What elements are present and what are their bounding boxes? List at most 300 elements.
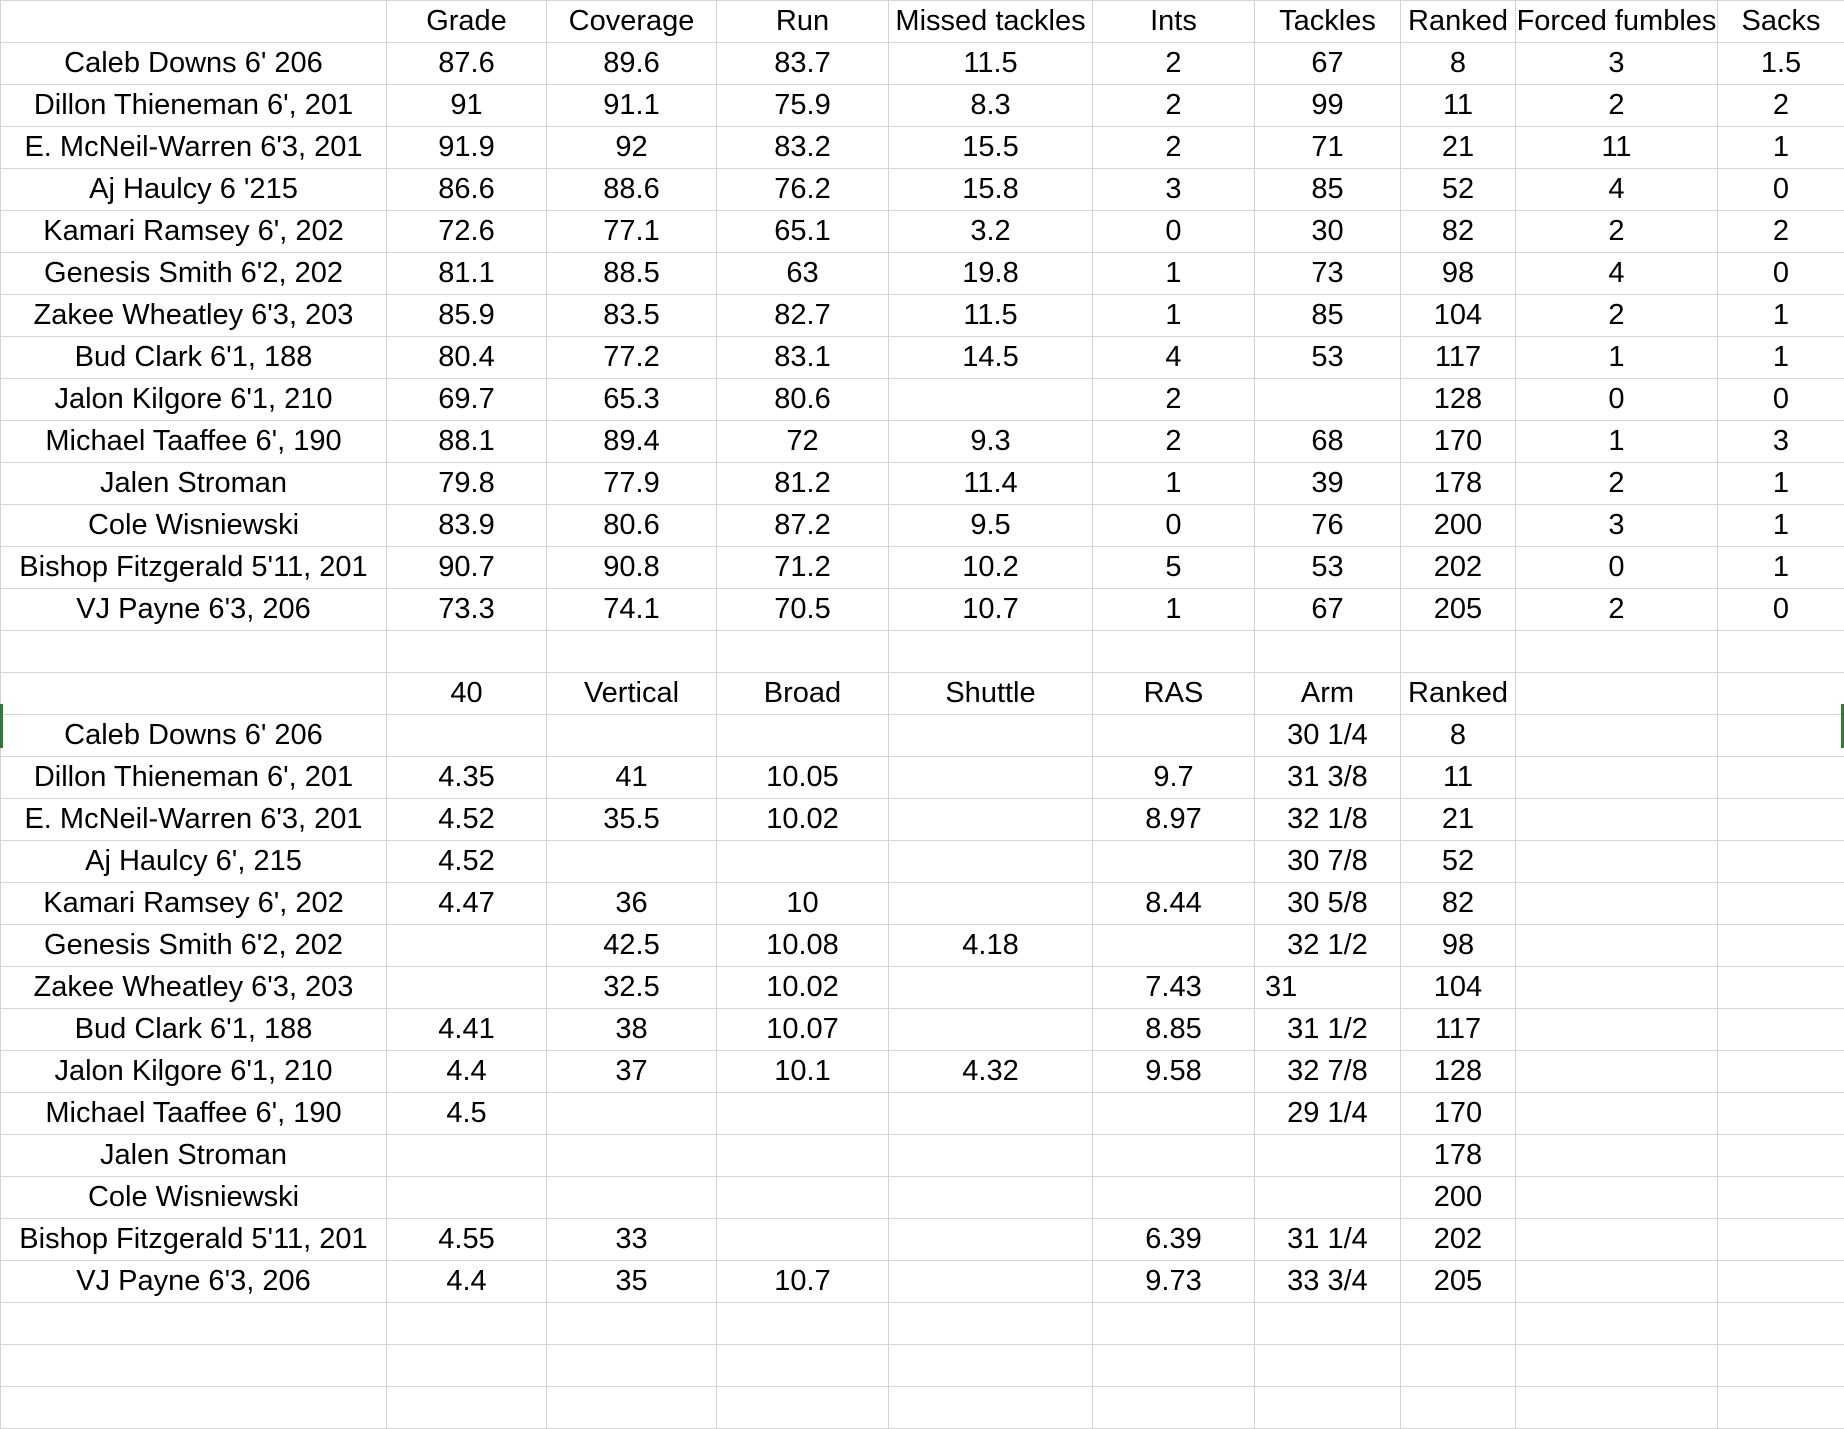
cell-c1[interactable]: 4.41	[387, 1009, 547, 1051]
cell-c6[interactable]: 71	[1255, 127, 1401, 169]
header-cell-c4[interactable]: Missed tackles	[889, 1, 1093, 43]
cell-c3[interactable]: 71.2	[717, 547, 889, 589]
cell-c4[interactable]	[889, 1261, 1093, 1303]
cell-c7[interactable]: 128	[1401, 1051, 1516, 1093]
cell-c5[interactable]	[1093, 1093, 1255, 1135]
cell-c9[interactable]: 1	[1718, 295, 1844, 337]
cell-player[interactable]: VJ Payne 6'3, 206	[1, 589, 387, 631]
cell-c6[interactable]: 85	[1255, 169, 1401, 211]
cell-player[interactable]	[1, 631, 387, 673]
cell-c5[interactable]: 6.39	[1093, 1219, 1255, 1261]
cell-c2[interactable]: 37	[547, 1051, 717, 1093]
cell-c9[interactable]	[1718, 1135, 1844, 1177]
cell-c7[interactable]: 205	[1401, 589, 1516, 631]
cell-c8[interactable]: 1	[1516, 421, 1718, 463]
cell-c5[interactable]: 5	[1093, 547, 1255, 589]
cell-c9[interactable]	[1718, 715, 1844, 757]
cell-c2[interactable]: 65.3	[547, 379, 717, 421]
cell-c4[interactable]	[889, 715, 1093, 757]
header-cell-player[interactable]	[1, 1, 387, 43]
cell-c9[interactable]	[1718, 841, 1844, 883]
cell-c8[interactable]	[1516, 1303, 1718, 1345]
cell-c3[interactable]	[717, 1135, 889, 1177]
cell-c4[interactable]	[889, 1093, 1093, 1135]
cell-c1[interactable]	[387, 715, 547, 757]
cell-c9[interactable]: 3	[1718, 421, 1844, 463]
cell-c2[interactable]: 33	[547, 1219, 717, 1261]
cell-c9[interactable]	[1718, 1093, 1844, 1135]
cell-c2[interactable]: 77.1	[547, 211, 717, 253]
cell-c3[interactable]: 83.7	[717, 43, 889, 85]
cell-c4[interactable]	[889, 841, 1093, 883]
cell-c1[interactable]: 72.6	[387, 211, 547, 253]
cell-c9[interactable]	[1718, 925, 1844, 967]
cell-player[interactable]: Jalen Stroman	[1, 463, 387, 505]
cell-c4[interactable]: 10.7	[889, 589, 1093, 631]
cell-c9[interactable]	[1718, 1177, 1844, 1219]
cell-c8[interactable]: 2	[1516, 211, 1718, 253]
cell-c7[interactable]	[1401, 631, 1516, 673]
cell-c7[interactable]: 21	[1401, 799, 1516, 841]
header-cell-c7[interactable]: Ranked	[1401, 673, 1516, 715]
cell-c5[interactable]: 0	[1093, 505, 1255, 547]
cell-c2[interactable]: 89.6	[547, 43, 717, 85]
cell-c2[interactable]: 32.5	[547, 967, 717, 1009]
cell-c9[interactable]	[1718, 1261, 1844, 1303]
cell-player[interactable]: Aj Haulcy 6 '215	[1, 169, 387, 211]
cell-c4[interactable]: 4.32	[889, 1051, 1093, 1093]
cell-c5[interactable]: 2	[1093, 379, 1255, 421]
cell-c8[interactable]: 2	[1516, 85, 1718, 127]
cell-c9[interactable]: 1	[1718, 337, 1844, 379]
cell-player[interactable]	[1, 1387, 387, 1429]
cell-c3[interactable]	[717, 841, 889, 883]
cell-c2[interactable]	[547, 715, 717, 757]
cell-c4[interactable]: 11.5	[889, 295, 1093, 337]
cell-c8[interactable]	[1516, 1177, 1718, 1219]
cell-c8[interactable]: 0	[1516, 547, 1718, 589]
cell-c2[interactable]	[547, 1135, 717, 1177]
cell-c4[interactable]	[889, 1009, 1093, 1051]
cell-c7[interactable]	[1401, 1387, 1516, 1429]
cell-c8[interactable]: 4	[1516, 253, 1718, 295]
cell-c6[interactable]: 53	[1255, 337, 1401, 379]
cell-c7[interactable]: 128	[1401, 379, 1516, 421]
cell-c2[interactable]: 42.5	[547, 925, 717, 967]
cell-c8[interactable]	[1516, 757, 1718, 799]
cell-c1[interactable]: 80.4	[387, 337, 547, 379]
cell-c6[interactable]: 99	[1255, 85, 1401, 127]
cell-c4[interactable]	[889, 967, 1093, 1009]
cell-c7[interactable]: 205	[1401, 1261, 1516, 1303]
cell-c3[interactable]: 87.2	[717, 505, 889, 547]
cell-c5[interactable]	[1093, 631, 1255, 673]
cell-c6[interactable]	[1255, 1135, 1401, 1177]
cell-player[interactable]: E. McNeil-Warren 6'3, 201	[1, 127, 387, 169]
cell-c6[interactable]: 33 3/4	[1255, 1261, 1401, 1303]
cell-c7[interactable]: 170	[1401, 1093, 1516, 1135]
cell-c3[interactable]: 70.5	[717, 589, 889, 631]
cell-player[interactable]: Jalon Kilgore 6'1, 210	[1, 1051, 387, 1093]
cell-c5[interactable]: 4	[1093, 337, 1255, 379]
cell-c5[interactable]: 2	[1093, 127, 1255, 169]
cell-c9[interactable]	[1718, 631, 1844, 673]
cell-c7[interactable]: 82	[1401, 883, 1516, 925]
cell-c1[interactable]: 4.4	[387, 1261, 547, 1303]
cell-c8[interactable]: 2	[1516, 463, 1718, 505]
cell-c6[interactable]: 30	[1255, 211, 1401, 253]
cell-c1[interactable]: 4.35	[387, 757, 547, 799]
cell-c6[interactable]: 31 1/2	[1255, 1009, 1401, 1051]
cell-c9[interactable]	[1718, 799, 1844, 841]
cell-c9[interactable]	[1718, 1051, 1844, 1093]
cell-c3[interactable]: 10.05	[717, 757, 889, 799]
header-cell-c3[interactable]: Run	[717, 1, 889, 43]
cell-c6[interactable]: 31 3/8	[1255, 757, 1401, 799]
cell-c3[interactable]: 10.02	[717, 967, 889, 1009]
cell-c5[interactable]: 0	[1093, 211, 1255, 253]
cell-player[interactable]: Caleb Downs 6' 206	[1, 715, 387, 757]
cell-c3[interactable]: 10	[717, 883, 889, 925]
cell-c7[interactable]: 11	[1401, 757, 1516, 799]
cell-player[interactable]: Bishop Fitzgerald 5'11, 201	[1, 547, 387, 589]
cell-c4[interactable]: 4.18	[889, 925, 1093, 967]
header-cell-c8[interactable]: Forced fumbles	[1516, 1, 1718, 43]
cell-c1[interactable]: 4.5	[387, 1093, 547, 1135]
cell-c4[interactable]	[889, 1303, 1093, 1345]
cell-c4[interactable]	[889, 1177, 1093, 1219]
cell-c4[interactable]	[889, 799, 1093, 841]
cell-c3[interactable]: 75.9	[717, 85, 889, 127]
cell-c2[interactable]: 88.6	[547, 169, 717, 211]
cell-c3[interactable]: 81.2	[717, 463, 889, 505]
cell-c4[interactable]	[889, 1135, 1093, 1177]
cell-c1[interactable]: 4.52	[387, 799, 547, 841]
cell-player[interactable]: Jalen Stroman	[1, 1135, 387, 1177]
cell-c3[interactable]: 10.02	[717, 799, 889, 841]
header-cell-c7[interactable]: Ranked	[1401, 1, 1516, 43]
cell-c8[interactable]: 0	[1516, 379, 1718, 421]
cell-c7[interactable]: 202	[1401, 1219, 1516, 1261]
header-cell-c9[interactable]	[1718, 673, 1844, 715]
header-cell-c1[interactable]: 40	[387, 673, 547, 715]
header-cell-c3[interactable]: Broad	[717, 673, 889, 715]
cell-c6[interactable]: 76	[1255, 505, 1401, 547]
cell-c5[interactable]: 8.85	[1093, 1009, 1255, 1051]
cell-c8[interactable]: 2	[1516, 589, 1718, 631]
cell-c1[interactable]: 81.1	[387, 253, 547, 295]
cell-c6[interactable]	[1255, 379, 1401, 421]
cell-c8[interactable]: 4	[1516, 169, 1718, 211]
cell-c6[interactable]	[1255, 1387, 1401, 1429]
cell-c4[interactable]	[889, 631, 1093, 673]
cell-c2[interactable]: 35	[547, 1261, 717, 1303]
cell-c5[interactable]	[1093, 1177, 1255, 1219]
cell-c9[interactable]: 0	[1718, 253, 1844, 295]
cell-c4[interactable]	[889, 1387, 1093, 1429]
cell-c1[interactable]: 90.7	[387, 547, 547, 589]
cell-player[interactable]: Genesis Smith 6'2, 202	[1, 253, 387, 295]
header-cell-c2[interactable]: Coverage	[547, 1, 717, 43]
cell-player[interactable]: Jalon Kilgore 6'1, 210	[1, 379, 387, 421]
cell-c5[interactable]: 1	[1093, 253, 1255, 295]
cell-c2[interactable]: 90.8	[547, 547, 717, 589]
cell-c6[interactable]: 32 1/8	[1255, 799, 1401, 841]
cell-c6[interactable]: 31 1/4	[1255, 1219, 1401, 1261]
cell-c5[interactable]: 3	[1093, 169, 1255, 211]
cell-c7[interactable]: 98	[1401, 253, 1516, 295]
cell-c3[interactable]	[717, 1303, 889, 1345]
cell-c3[interactable]	[717, 631, 889, 673]
cell-c7[interactable]	[1401, 1303, 1516, 1345]
header-cell-c6[interactable]: Tackles	[1255, 1, 1401, 43]
cell-player[interactable]: Aj Haulcy 6', 215	[1, 841, 387, 883]
cell-c3[interactable]: 10.08	[717, 925, 889, 967]
header-cell-c4[interactable]: Shuttle	[889, 673, 1093, 715]
cell-c8[interactable]: 2	[1516, 295, 1718, 337]
cell-c2[interactable]: 92	[547, 127, 717, 169]
cell-c5[interactable]: 2	[1093, 421, 1255, 463]
cell-c6[interactable]: 32 1/2	[1255, 925, 1401, 967]
cell-c5[interactable]	[1093, 1345, 1255, 1387]
cell-c8[interactable]: 1	[1516, 337, 1718, 379]
cell-c8[interactable]	[1516, 1345, 1718, 1387]
cell-c6[interactable]: 32 7/8	[1255, 1051, 1401, 1093]
cell-c6[interactable]: 67	[1255, 589, 1401, 631]
cell-c9[interactable]: 0	[1718, 169, 1844, 211]
cell-c4[interactable]: 3.2	[889, 211, 1093, 253]
cell-c3[interactable]: 72	[717, 421, 889, 463]
cell-c8[interactable]	[1516, 715, 1718, 757]
cell-c3[interactable]: 76.2	[717, 169, 889, 211]
cell-c1[interactable]	[387, 925, 547, 967]
cell-player[interactable]: Dillon Thieneman 6', 201	[1, 757, 387, 799]
cell-c6[interactable]: 30 1/4	[1255, 715, 1401, 757]
cell-c3[interactable]: 63	[717, 253, 889, 295]
cell-c9[interactable]	[1718, 757, 1844, 799]
cell-c3[interactable]: 83.2	[717, 127, 889, 169]
cell-c7[interactable]: 8	[1401, 43, 1516, 85]
cell-c2[interactable]: 77.2	[547, 337, 717, 379]
cell-c7[interactable]: 98	[1401, 925, 1516, 967]
cell-c3[interactable]: 82.7	[717, 295, 889, 337]
cell-c4[interactable]: 10.2	[889, 547, 1093, 589]
cell-c3[interactable]	[717, 1345, 889, 1387]
cell-c1[interactable]: 88.1	[387, 421, 547, 463]
cell-c5[interactable]: 9.58	[1093, 1051, 1255, 1093]
cell-c6[interactable]: 39	[1255, 463, 1401, 505]
header-cell-c9[interactable]: Sacks	[1718, 1, 1844, 43]
cell-c2[interactable]: 89.4	[547, 421, 717, 463]
cell-c9[interactable]	[1718, 1387, 1844, 1429]
cell-c1[interactable]: 87.6	[387, 43, 547, 85]
cell-c8[interactable]	[1516, 967, 1718, 1009]
cell-c3[interactable]	[717, 715, 889, 757]
cell-c9[interactable]: 1	[1718, 463, 1844, 505]
cell-c2[interactable]	[547, 1387, 717, 1429]
cell-c7[interactable]: 200	[1401, 505, 1516, 547]
cell-c7[interactable]: 8	[1401, 715, 1516, 757]
cell-c3[interactable]: 80.6	[717, 379, 889, 421]
cell-c3[interactable]	[717, 1093, 889, 1135]
cell-c9[interactable]: 1	[1718, 505, 1844, 547]
cell-c8[interactable]: 3	[1516, 505, 1718, 547]
cell-c1[interactable]: 79.8	[387, 463, 547, 505]
cell-c8[interactable]	[1516, 799, 1718, 841]
cell-c7[interactable]: 178	[1401, 463, 1516, 505]
cell-player[interactable]: Bishop Fitzgerald 5'11, 201	[1, 1219, 387, 1261]
cell-c8[interactable]	[1516, 1093, 1718, 1135]
cell-c6[interactable]	[1255, 631, 1401, 673]
cell-c5[interactable]: 1	[1093, 295, 1255, 337]
cell-c2[interactable]	[547, 1345, 717, 1387]
cell-c7[interactable]: 104	[1401, 967, 1516, 1009]
cell-c9[interactable]: 1	[1718, 547, 1844, 589]
cell-c7[interactable]: 52	[1401, 841, 1516, 883]
cell-c9[interactable]	[1718, 883, 1844, 925]
cell-c9[interactable]: 0	[1718, 379, 1844, 421]
cell-c2[interactable]	[547, 1303, 717, 1345]
cell-c7[interactable]: 170	[1401, 421, 1516, 463]
header-cell-c8[interactable]	[1516, 673, 1718, 715]
cell-c8[interactable]: 11	[1516, 127, 1718, 169]
cell-c1[interactable]: 86.6	[387, 169, 547, 211]
cell-c2[interactable]: 35.5	[547, 799, 717, 841]
cell-player[interactable]	[1, 1303, 387, 1345]
cell-c4[interactable]: 11.5	[889, 43, 1093, 85]
cell-player[interactable]: Caleb Downs 6' 206	[1, 43, 387, 85]
cell-c5[interactable]: 8.97	[1093, 799, 1255, 841]
cell-c5[interactable]: 7.43	[1093, 967, 1255, 1009]
cell-c1[interactable]: 73.3	[387, 589, 547, 631]
cell-player[interactable]: Cole Wisniewski	[1, 505, 387, 547]
cell-c8[interactable]	[1516, 1219, 1718, 1261]
cell-c9[interactable]: 1	[1718, 127, 1844, 169]
cell-c1[interactable]: 85.9	[387, 295, 547, 337]
cell-c6[interactable]: 29 1/4	[1255, 1093, 1401, 1135]
cell-c2[interactable]: 83.5	[547, 295, 717, 337]
cell-c1[interactable]: 4.55	[387, 1219, 547, 1261]
cell-c2[interactable]	[547, 1093, 717, 1135]
cell-c4[interactable]	[889, 757, 1093, 799]
cell-c9[interactable]: 1.5	[1718, 43, 1844, 85]
cell-c8[interactable]	[1516, 883, 1718, 925]
cell-c5[interactable]	[1093, 1303, 1255, 1345]
cell-c8[interactable]	[1516, 1009, 1718, 1051]
cell-c6[interactable]	[1255, 1345, 1401, 1387]
cell-c7[interactable]	[1401, 1345, 1516, 1387]
cell-c5[interactable]: 9.7	[1093, 757, 1255, 799]
cell-player[interactable]: Genesis Smith 6'2, 202	[1, 925, 387, 967]
cell-c3[interactable]: 10.07	[717, 1009, 889, 1051]
cell-c6[interactable]: 30 5/8	[1255, 883, 1401, 925]
cell-c1[interactable]: 69.7	[387, 379, 547, 421]
cell-c3[interactable]	[717, 1177, 889, 1219]
cell-player[interactable]: VJ Payne 6'3, 206	[1, 1261, 387, 1303]
header-cell-c2[interactable]: Vertical	[547, 673, 717, 715]
cell-c2[interactable]: 88.5	[547, 253, 717, 295]
cell-c5[interactable]: 8.44	[1093, 883, 1255, 925]
cell-c4[interactable]: 14.5	[889, 337, 1093, 379]
cell-c9[interactable]	[1718, 1345, 1844, 1387]
cell-c9[interactable]	[1718, 967, 1844, 1009]
cell-c1[interactable]	[387, 1135, 547, 1177]
cell-c8[interactable]	[1516, 925, 1718, 967]
cell-c7[interactable]: 200	[1401, 1177, 1516, 1219]
cell-player[interactable]: Dillon Thieneman 6', 201	[1, 85, 387, 127]
cell-c3[interactable]: 10.1	[717, 1051, 889, 1093]
cell-player[interactable]: Zakee Wheatley 6'3, 203	[1, 967, 387, 1009]
cell-c7[interactable]: 11	[1401, 85, 1516, 127]
cell-player[interactable]: Zakee Wheatley 6'3, 203	[1, 295, 387, 337]
cell-c4[interactable]: 8.3	[889, 85, 1093, 127]
cell-c1[interactable]	[387, 1345, 547, 1387]
cell-c6[interactable]	[1255, 1303, 1401, 1345]
cell-c8[interactable]	[1516, 1261, 1718, 1303]
cell-c7[interactable]: 117	[1401, 337, 1516, 379]
cell-c4[interactable]	[889, 883, 1093, 925]
cell-player[interactable]: Michael Taaffee 6', 190	[1, 1093, 387, 1135]
cell-c1[interactable]	[387, 1387, 547, 1429]
cell-c4[interactable]: 15.8	[889, 169, 1093, 211]
cell-c8[interactable]	[1516, 1135, 1718, 1177]
cell-c2[interactable]: 80.6	[547, 505, 717, 547]
cell-c2[interactable]: 38	[547, 1009, 717, 1051]
cell-c4[interactable]: 15.5	[889, 127, 1093, 169]
cell-player[interactable]: Michael Taaffee 6', 190	[1, 421, 387, 463]
cell-c9[interactable]: 2	[1718, 85, 1844, 127]
cell-c1[interactable]	[387, 1177, 547, 1219]
cell-c1[interactable]: 91.9	[387, 127, 547, 169]
cell-c9[interactable]: 0	[1718, 589, 1844, 631]
cell-c5[interactable]: 2	[1093, 85, 1255, 127]
cell-c3[interactable]: 83.1	[717, 337, 889, 379]
cell-c7[interactable]: 202	[1401, 547, 1516, 589]
cell-c1[interactable]: 4.47	[387, 883, 547, 925]
cell-c7[interactable]: 178	[1401, 1135, 1516, 1177]
cell-c6[interactable]: 30 7/8	[1255, 841, 1401, 883]
cell-c2[interactable]	[547, 841, 717, 883]
cell-c4[interactable]: 11.4	[889, 463, 1093, 505]
cell-c5[interactable]	[1093, 841, 1255, 883]
cell-c1[interactable]: 91	[387, 85, 547, 127]
cell-c6[interactable]: 53	[1255, 547, 1401, 589]
cell-player[interactable]: Cole Wisniewski	[1, 1177, 387, 1219]
cell-c6[interactable]: 67	[1255, 43, 1401, 85]
cell-c3[interactable]: 65.1	[717, 211, 889, 253]
cell-c8[interactable]	[1516, 631, 1718, 673]
cell-c9[interactable]	[1718, 1303, 1844, 1345]
cell-c8[interactable]	[1516, 1387, 1718, 1429]
cell-player[interactable]	[1, 1345, 387, 1387]
cell-c2[interactable]: 77.9	[547, 463, 717, 505]
cell-c1[interactable]: 4.4	[387, 1051, 547, 1093]
cell-c5[interactable]: 1	[1093, 463, 1255, 505]
cell-c5[interactable]: 2	[1093, 43, 1255, 85]
cell-c8[interactable]: 3	[1516, 43, 1718, 85]
cell-c1[interactable]: 83.9	[387, 505, 547, 547]
cell-c8[interactable]	[1516, 1051, 1718, 1093]
cell-c1[interactable]	[387, 1303, 547, 1345]
cell-c4[interactable]: 19.8	[889, 253, 1093, 295]
cell-c6[interactable]	[1255, 1177, 1401, 1219]
cell-player[interactable]: Bud Clark 6'1, 188	[1, 337, 387, 379]
cell-c6[interactable]: 31	[1255, 967, 1401, 1009]
cell-c5[interactable]	[1093, 715, 1255, 757]
cell-c8[interactable]	[1516, 841, 1718, 883]
cell-c6[interactable]: 85	[1255, 295, 1401, 337]
header-cell-c6[interactable]: Arm	[1255, 673, 1401, 715]
